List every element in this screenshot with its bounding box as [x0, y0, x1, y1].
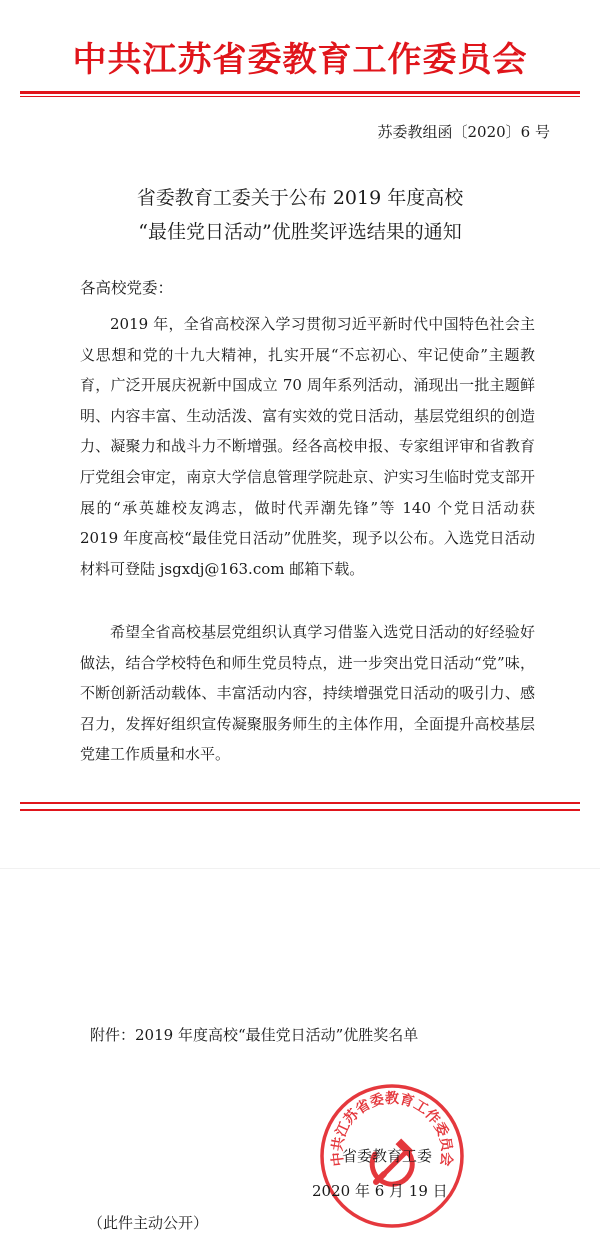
- signing-organization: 省委教育工委: [342, 1147, 433, 1165]
- attachment-note: 附件：2019 年度高校“最佳党日活动”优胜奖名单: [90, 1026, 419, 1044]
- letterhead-title: 中共江苏省委教育工作委员会: [72, 40, 528, 80]
- letterhead-red-rule: [20, 91, 580, 94]
- letterhead-red-rule-thin: [20, 96, 580, 97]
- document-title-line-2: “最佳党日活动”优胜奖评选结果的通知: [138, 221, 462, 243]
- salutation: 各高校党委：: [80, 279, 174, 297]
- page-fold-line: [0, 868, 600, 869]
- body-paragraph: 2019 年，全省高校深入学习贯彻习近平新时代中国特色社会主义思想和党的十九大精神，扎实开展“不忘初心、牢记使命”主题教育，广泛开展庆祝新中国成立 70 周年系列活动，涌现出一批主题鲜明、内容丰富、生动活泼、富有实效的党日活动，基层党组织的创造力、凝聚力和战斗力不断增强。经各高校申报、专家组评审和省教育厅党组会审定，南京大学信息管理学院赴京、沪实习生临时党支部开展的“承英雄校友鸿志，做时代弄潮先锋”等 140 个党日活动获 2019 年度高校“最佳党日活动”优胜奖，现予以公布。入选党日活动材料可登陆 jsgxdj@163.com 邮箱下载。: [80, 315, 535, 578]
- disclosure-note: （此件主动公开）: [88, 1214, 209, 1232]
- signing-date: 2020 年 6 月 19 日: [312, 1182, 448, 1200]
- body-paragraph: 希望全省高校基层党组织认真学习借鉴入选党日活动的好经验好做法，结合学校特色和师生党员特点，进一步突出党日活动“党”味，不断创新活动载体、丰富活动内容，持续增强党日活动的吸引力、感召力，发挥好组织宣传凝聚服务师生的主体作用，全面提升高校基层党建工作质量和水平。: [80, 623, 535, 764]
- seal-text: 中共江苏省委教育工作委员会: [329, 1090, 455, 1167]
- footer-red-rule-second: [20, 809, 580, 811]
- document-number: 苏委教组函〔2020〕6 号: [377, 123, 550, 141]
- document-title-line-1: 省委教育工委关于公布 2019 年度高校: [136, 187, 464, 209]
- footer-red-rule: [20, 802, 580, 804]
